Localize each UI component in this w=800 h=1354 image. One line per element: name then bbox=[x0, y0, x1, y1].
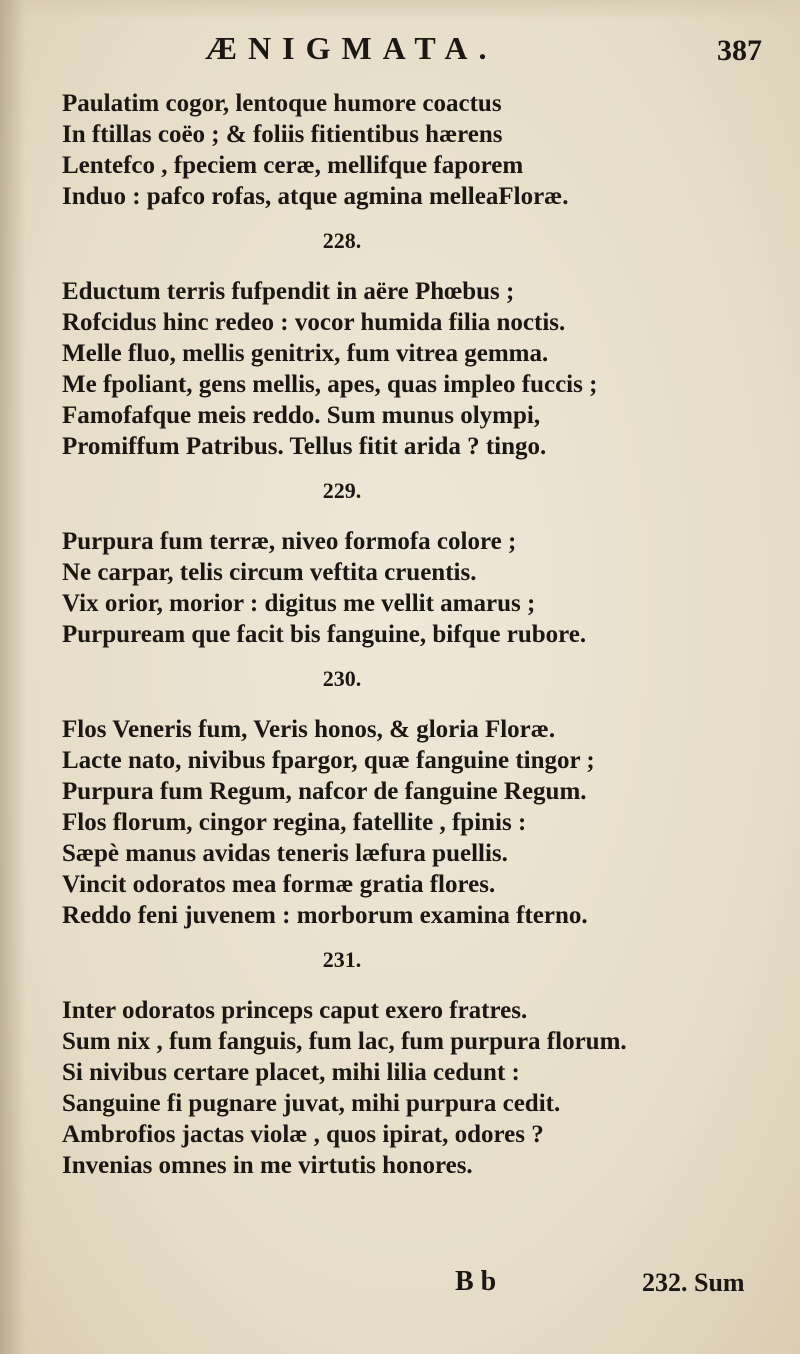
verse-line: Eductum terris fufpendit in aëre Phœbus ; bbox=[62, 278, 515, 305]
verse-line: Lacte nato, nivibus fpargor, quæ fanguine tingor ; bbox=[62, 747, 595, 774]
verse-line: Vix orior, morior : digitus me vellit amarus ; bbox=[62, 590, 536, 617]
poem-block bbox=[62, 664, 782, 931]
verse-line: Vincit odoratos mea formæ gratia flores. bbox=[62, 871, 496, 898]
verse-line: Invenias omnes in me virtutis honores. bbox=[62, 1152, 473, 1179]
verse-line: Ambrofios jactas violæ , quos ipirat, odores ? bbox=[62, 1121, 544, 1148]
verse-line: Lentefco , fpeciem ceræ, mellifque faporem bbox=[62, 152, 524, 179]
poem-number: 228. bbox=[322, 228, 362, 253]
verse-line: Sum nix , fum fanguis, fum lac, fum purpura florum. bbox=[62, 1028, 627, 1055]
verse-line: Sæpè manus avidas teneris læfura puellis. bbox=[62, 840, 508, 867]
verse-line: Reddo feni juvenem : morborum examina fterno. bbox=[62, 902, 588, 929]
running-title: ÆNIGMATA. bbox=[205, 30, 498, 66]
verse-line: Me fpoliant, gens mellis, apes, quas impleo fuccis ; bbox=[62, 371, 598, 398]
poem-number: 230. bbox=[322, 666, 362, 691]
verse-line: Flos florum, cingor regina, fatellite , fpinis : bbox=[62, 809, 527, 836]
poem-block bbox=[62, 226, 782, 462]
poem-number: 231. bbox=[322, 947, 362, 972]
poem-block bbox=[62, 945, 782, 1181]
verse-line: Ne carpar, telis circum veftita cruentis. bbox=[62, 559, 477, 586]
verse-line: Si nivibus certare placet, mihi lilia cedunt : bbox=[62, 1059, 520, 1086]
verse-line: Flos Veneris fum, Veris honos, & gloria Floræ. bbox=[62, 716, 556, 743]
verse-line: Purpura fum Regum, nafcor de fanguine Regum. bbox=[62, 778, 587, 805]
verse-line: Sanguine fi pugnare juvat, mihi purpura cedit. bbox=[62, 1090, 561, 1117]
verse-line: Paulatim cogor, lentoque humore coactus bbox=[62, 90, 502, 117]
page-top-edge bbox=[0, 0, 800, 20]
verse-line: Promiffum Patribus. Tellus fitit arida ? tingo. bbox=[62, 433, 547, 460]
poem-number: 229. bbox=[322, 478, 362, 503]
page-number: 387 bbox=[717, 34, 762, 67]
poem-block bbox=[62, 88, 782, 212]
verse-line: Famofafque meis reddo. Sum munus olympi, bbox=[62, 402, 541, 429]
verse-line: Induo : pafco rofas, atque agmina melleaFloræ. bbox=[62, 183, 569, 210]
signature-mark: B b bbox=[455, 1266, 497, 1297]
poem-text bbox=[62, 88, 782, 1181]
page-header bbox=[0, 30, 800, 80]
verse-line: In ftillas coëo ; & foliis fitientibus hærens bbox=[62, 121, 503, 148]
verse-line: Purpura fum terræ, niveo formofa colore ; bbox=[62, 528, 517, 555]
verse-line: Inter odoratos princeps caput exero fratres. bbox=[62, 997, 528, 1024]
verse-line: Melle fluo, mellis genitrix, fum vitrea gemma. bbox=[62, 340, 549, 367]
page-footer bbox=[0, 1266, 800, 1306]
gutter-shadow bbox=[0, 0, 26, 1354]
verse-line: Rofcidus hinc redeo : vocor humida filia noctis. bbox=[62, 309, 566, 336]
catchword: 232. Sum bbox=[642, 1268, 745, 1297]
verse-line: Purpuream que facit bis fanguine, bifque rubore. bbox=[62, 621, 587, 648]
poem-block bbox=[62, 476, 782, 650]
